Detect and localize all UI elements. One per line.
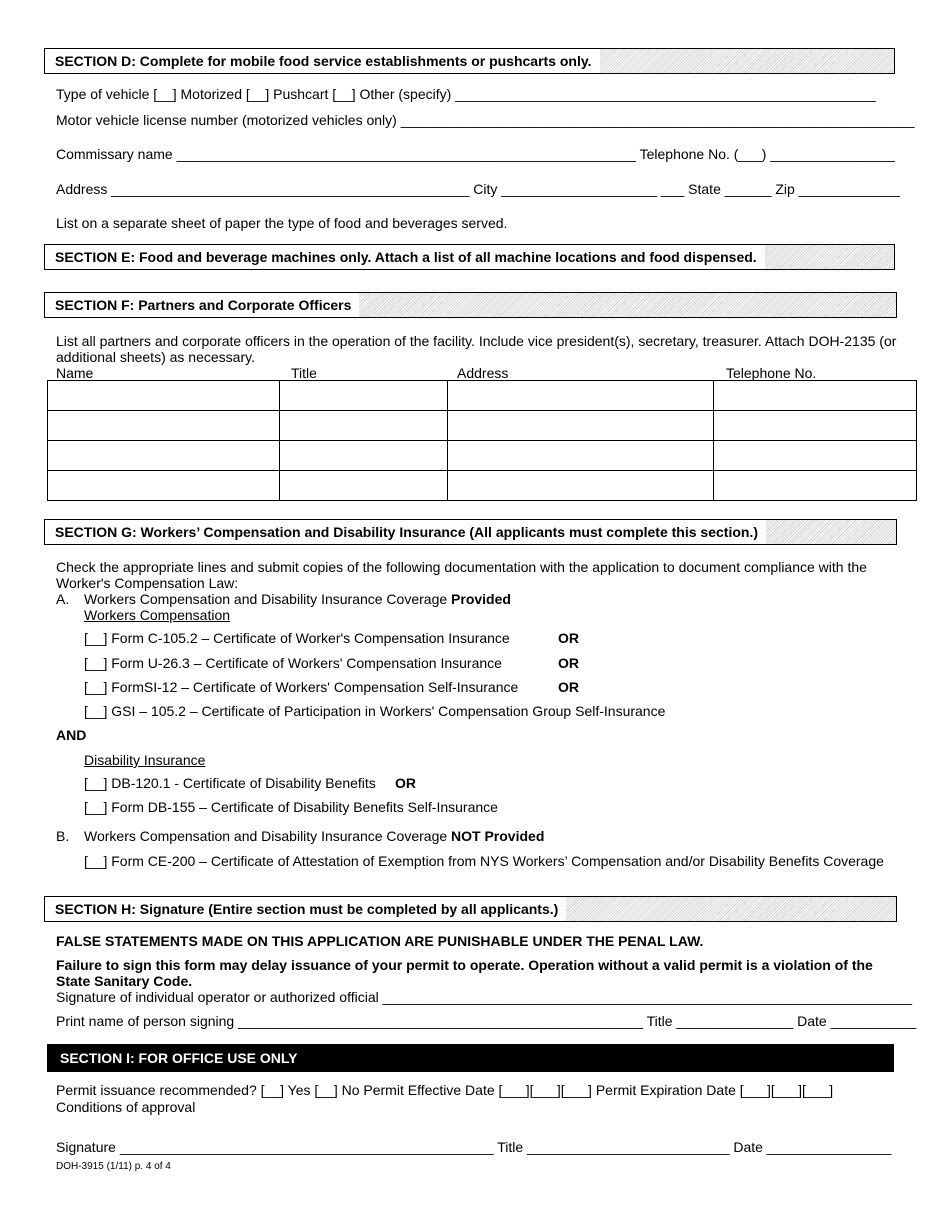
col-telephone: Telephone No. (726, 365, 817, 381)
item-b-label (84, 828, 544, 845)
table-row (48, 411, 917, 441)
table-row (48, 471, 917, 501)
item-b-marker: B. (56, 828, 70, 844)
wc-option-c105[interactable]: [__] Form C-105.2 – Certificate of Worker's Compensation Insurance (84, 630, 510, 646)
title-cell[interactable] (280, 381, 448, 411)
telephone-cell[interactable] (714, 441, 917, 471)
food-list-note: List on a separate sheet of paper the type of food and beverages served. (56, 215, 508, 231)
wc-option-si12[interactable]: [__] FormSI-12 – Certificate of Workers' Compensation Self-Insurance (84, 679, 519, 695)
title-cell[interactable] (280, 411, 448, 441)
title-cell[interactable] (280, 441, 448, 471)
col-address: Address (457, 365, 509, 381)
penalty-warning: FALSE STATEMENTS MADE ON THIS APPLICATION ARE PUNISHABLE UNDER THE PENAL LAW. (56, 933, 704, 949)
title-cell[interactable] (280, 471, 448, 501)
license-number-line[interactable]: Motor vehicle license number (motorized vehicles only) __________________________________________________________________ (56, 112, 915, 128)
wc-option-gsi[interactable]: [__] GSI – 105.2 – Certificate of Participation in Workers' Compensation Group Self-Insurance (84, 703, 666, 719)
name-cell[interactable] (48, 381, 280, 411)
print-name-line[interactable]: Print name of person signing ____________________________________________________ Title _______________ Date ___________ (56, 1013, 917, 1029)
address-cell[interactable] (448, 471, 714, 501)
name-cell[interactable] (48, 471, 280, 501)
section-d-header: SECTION D: Complete for mobile food service establishments or pushcarts only. (44, 48, 895, 74)
address-cell[interactable] (448, 381, 714, 411)
commissary-line[interactable]: Commissary name ___________________________________________________________ Telephone No. (___) ________________ (56, 146, 895, 162)
item-a-text: Workers Compensation and Disability Insurance Coverage (84, 591, 448, 607)
wc-option-u26[interactable]: [__] Form U-26.3 – Certificate of Workers' Compensation Insurance (84, 655, 502, 671)
section-g-intro-2: Worker's Compensation Law: (56, 575, 239, 591)
table-row (48, 381, 917, 411)
signature-official-line[interactable]: Signature of individual operator or authorized official ____________________________________________________________________ (56, 989, 913, 1005)
item-a-marker: A. (56, 591, 70, 607)
section-i-header: SECTION I: FOR OFFICE USE ONLY (47, 1044, 894, 1072)
failure-notice-1: Failure to sign this form may delay issuance of your permit to operate. Operation without a valid permit is a violation of the (56, 957, 873, 973)
address-cell[interactable] (448, 411, 714, 441)
conditions-label[interactable]: Conditions of approval (56, 1099, 196, 1115)
di-option-db155[interactable]: [__] Form DB-155 – Certificate of Disability Benefits Self-Insurance (84, 799, 498, 815)
partners-table (47, 380, 917, 501)
name-cell[interactable] (48, 441, 280, 471)
col-name: Name (56, 365, 94, 381)
section-f-intro-1: List all partners and corporate officers in the operation of the facility. Include vice president(s), secretary, treasurer. Attach DOH-2135 (or (56, 333, 897, 349)
col-title: Title (291, 365, 317, 381)
address-line[interactable]: Address ______________________________________________ City ____________________ ___ State ______ Zip _____________ (56, 181, 900, 197)
section-f-header: SECTION F: Partners and Corporate Officers (44, 292, 897, 318)
or-label: OR (395, 775, 416, 791)
section-g-intro-1: Check the appropriate lines and submit copies of the following documentation with the application to document compliance with the (56, 559, 867, 575)
di-heading: Disability Insurance (84, 752, 206, 768)
or-label: OR (558, 679, 579, 695)
or-label: OR (558, 655, 579, 671)
form-footer: DOH-3915 (1/11) p. 4 of 4 (56, 1161, 171, 1172)
exemption-option-ce200[interactable]: [__] Form CE-200 – Certificate of Attestation of Exemption from NYS Workers’ Compensation and/or Disability Benefits Coverage (84, 853, 884, 869)
telephone-cell[interactable] (714, 471, 917, 501)
item-a-label (84, 591, 511, 608)
vehicle-type-line[interactable]: Type of vehicle [__] Motorized [__] Pushcart [__] Other (specify) ______________________________________________________ (56, 86, 876, 102)
item-a-bold: Provided (451, 591, 511, 607)
wc-heading: Workers Compensation (84, 607, 231, 623)
section-h-header: SECTION H: Signature (Entire section must be completed by all applicants.) (44, 896, 897, 922)
and-label: AND (56, 727, 87, 743)
office-signature-line[interactable]: Signature ________________________________________________ Title __________________________ Date ________________ (56, 1139, 892, 1155)
telephone-cell[interactable] (714, 411, 917, 441)
permit-line[interactable]: Permit issuance recommended? [__] Yes [__] No Permit Effective Date [___][___][___] Permit Expiration Date [___][___][___] (56, 1082, 834, 1098)
section-g-header: SECTION G: Workers’ Compensation and Disability Insurance (All applicants must complete this section.) (44, 519, 897, 545)
name-cell[interactable] (48, 411, 280, 441)
section-f-intro-2: additional sheets) as necessary. (56, 349, 255, 365)
di-option-db120[interactable]: [__] DB-120.1 - Certificate of Disability Benefits (84, 775, 376, 791)
item-b-text: Workers Compensation and Disability Insurance Coverage (84, 828, 448, 844)
failure-notice-2: State Sanitary Code. (56, 973, 193, 989)
item-b-bold: NOT Provided (451, 828, 545, 844)
telephone-cell[interactable] (714, 381, 917, 411)
or-label: OR (558, 630, 579, 646)
table-row (48, 441, 917, 471)
section-e-header: SECTION E: Food and beverage machines only. Attach a list of all machine locations and food dispensed. (44, 244, 895, 270)
address-cell[interactable] (448, 441, 714, 471)
